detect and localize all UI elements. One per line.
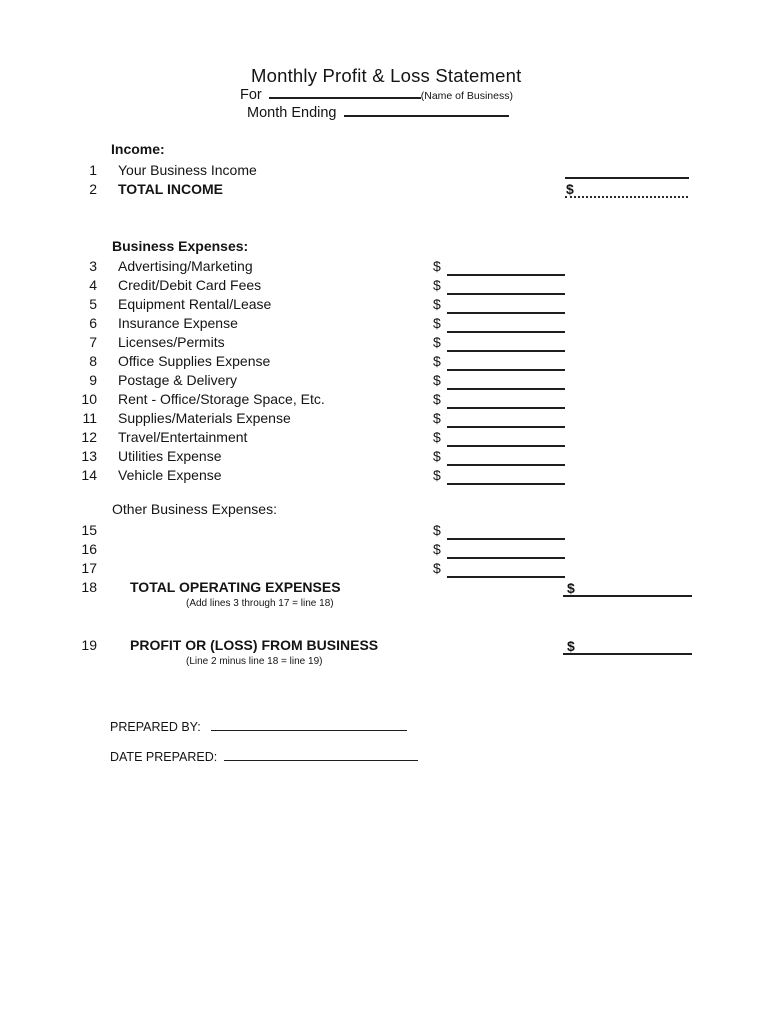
date-prepared-row — [110, 750, 418, 764]
line-number: 11 — [82, 410, 97, 426]
expense-row — [0, 466, 770, 485]
expense-label: Credit/Debit Card Fees — [118, 277, 262, 293]
other-business-expenses-heading: Other Business Expenses: — [112, 501, 277, 517]
currency-symbol: $ — [433, 410, 441, 426]
profit-or-loss-label: PROFIT OR (LOSS) FROM BUSINESS — [130, 637, 379, 653]
line-number: 10 — [81, 391, 97, 407]
month-ending-field[interactable] — [344, 115, 509, 117]
line-number: 14 — [81, 467, 97, 483]
currency-symbol: $ — [433, 277, 441, 293]
line-1-amount-field[interactable] — [565, 177, 689, 179]
expense-row — [0, 428, 770, 447]
currency-symbol: $ — [433, 429, 441, 445]
expense-label: Vehicle Expense — [118, 467, 222, 483]
expense-row — [0, 276, 770, 295]
other-expense-row — [0, 540, 770, 559]
expense-rows — [0, 257, 770, 485]
expense-row — [0, 295, 770, 314]
currency-symbol: $ — [433, 315, 441, 331]
line-number: 18 — [81, 579, 97, 595]
line-number: 16 — [81, 541, 97, 557]
income-label: Your Business Income — [118, 162, 257, 178]
income-heading: Income: — [111, 141, 165, 157]
line-19-note: (Line 2 minus line 18 = line 19) — [186, 656, 323, 667]
line-19-amount-field[interactable] — [563, 653, 692, 655]
prepared-by-label: PREPARED BY: — [110, 720, 201, 734]
expense-row — [0, 314, 770, 333]
prepared-by-field[interactable] — [211, 730, 407, 731]
currency-symbol: $ — [567, 580, 575, 596]
currency-symbol: $ — [433, 334, 441, 350]
line-number: 9 — [89, 372, 97, 388]
currency-symbol: $ — [433, 353, 441, 369]
currency-symbol: $ — [433, 541, 441, 557]
expense-row — [0, 257, 770, 276]
expense-label: Licenses/Permits — [118, 334, 225, 350]
other-expense-row — [0, 521, 770, 540]
expense-label: Supplies/Materials Expense — [118, 410, 291, 426]
page-title: Monthly Profit & Loss Statement — [251, 65, 522, 86]
currency-symbol: $ — [433, 296, 441, 312]
line-18-amount-field[interactable] — [563, 595, 692, 597]
line-number: 6 — [89, 315, 97, 331]
other-expense-row — [0, 559, 770, 578]
currency-symbol: $ — [433, 467, 441, 483]
business-name-row — [240, 87, 513, 103]
expense-label: Insurance Expense — [118, 315, 238, 331]
currency-symbol: $ — [433, 560, 441, 576]
line-number: 15 — [81, 522, 97, 538]
prepared-by-row — [110, 720, 407, 734]
currency-symbol: $ — [566, 181, 574, 197]
expense-label: Advertising/Marketing — [118, 258, 253, 274]
expense-row — [0, 371, 770, 390]
expense-row — [0, 409, 770, 428]
expense-row — [0, 333, 770, 352]
line-number: 2 — [89, 181, 97, 197]
income-rows — [0, 161, 770, 199]
date-prepared-label: DATE PREPARED: — [110, 750, 218, 764]
currency-symbol: $ — [433, 372, 441, 388]
line-number: 13 — [81, 448, 97, 464]
line-number: 5 — [89, 296, 97, 312]
for-label: For — [240, 87, 262, 103]
currency-symbol: $ — [433, 448, 441, 464]
expense-label: Office Supplies Expense — [118, 353, 271, 369]
line-number: 7 — [89, 334, 97, 350]
currency-symbol: $ — [433, 522, 441, 538]
expense-label: Postage & Delivery — [118, 372, 238, 388]
line-number: 19 — [81, 637, 97, 653]
expense-label: Travel/Entertainment — [118, 429, 248, 445]
line-number: 8 — [89, 353, 97, 369]
expense-row — [0, 352, 770, 371]
total-operating-expenses-label: TOTAL OPERATING EXPENSES — [130, 579, 341, 595]
total-income-label: TOTAL INCOME — [118, 181, 223, 197]
line-18-note: (Add lines 3 through 17 = line 18) — [186, 598, 334, 609]
business-name-field[interactable] — [269, 97, 421, 99]
expense-row — [0, 447, 770, 466]
expense-label: Utilities Expense — [118, 448, 222, 464]
expense-label: Rent - Office/Storage Space, Etc. — [118, 391, 325, 407]
line-number: 17 — [81, 560, 97, 576]
expense-row — [0, 390, 770, 409]
month-ending-row — [247, 105, 509, 121]
date-prepared-field[interactable] — [224, 760, 418, 761]
currency-symbol: $ — [433, 391, 441, 407]
other-expense-rows — [0, 521, 770, 578]
line-14-amount-field[interactable] — [447, 483, 565, 485]
currency-symbol: $ — [433, 258, 441, 274]
line-number: 12 — [81, 429, 97, 445]
month-ending-label: Month Ending — [247, 105, 337, 121]
currency-symbol: $ — [567, 638, 575, 654]
line-number: 1 — [89, 162, 97, 178]
line-number: 4 — [89, 277, 97, 293]
line-2-amount-field[interactable] — [565, 196, 688, 198]
name-of-business-caption: (Name of Business) — [420, 90, 513, 102]
business-expenses-heading: Business Expenses: — [112, 238, 249, 254]
line-number: 3 — [89, 258, 97, 274]
expense-label: Equipment Rental/Lease — [118, 296, 272, 312]
